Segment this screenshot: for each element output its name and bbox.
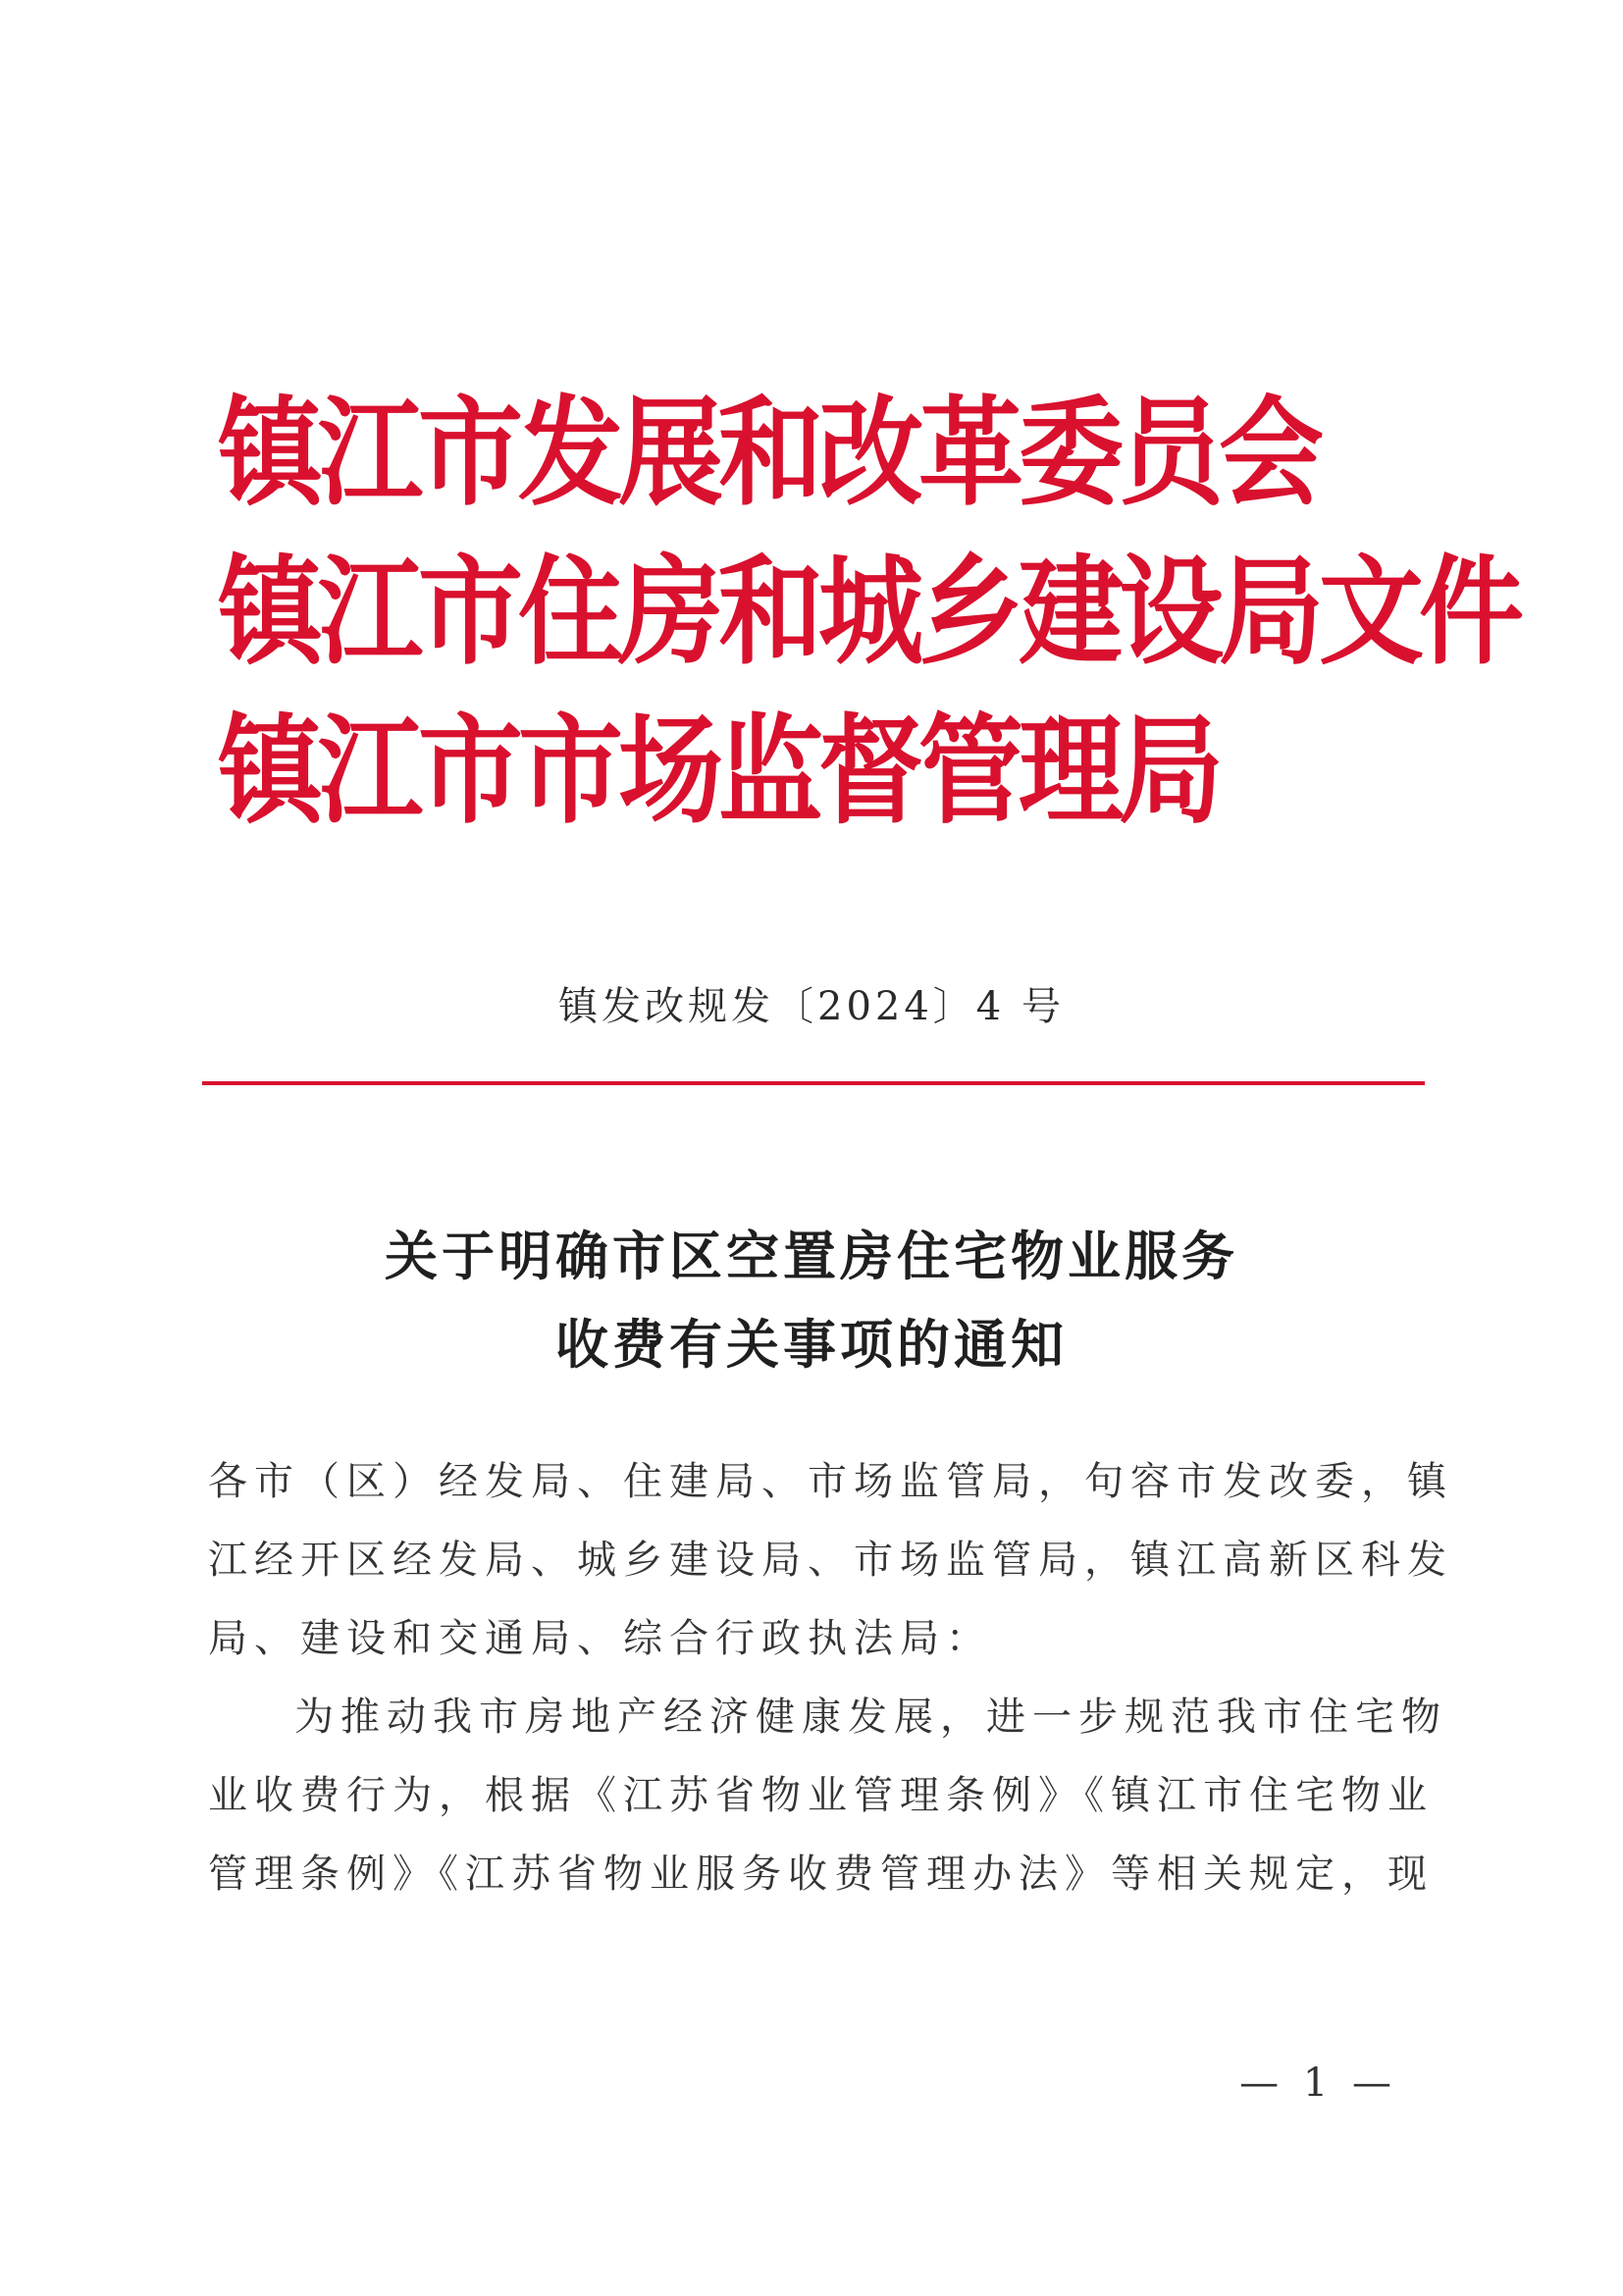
- paragraph-line-3: 管理条例》《江苏省物业服务收费管理办法》等相关规定，现: [208, 1852, 1434, 1897]
- document-title: [0, 1212, 1623, 1388]
- recipients-line-3: 局、建设和交通局、综合行政执法局：: [208, 1616, 992, 1661]
- paragraph-line-2: 业收费行为，根据《江苏省物业管理条例》《镇江市住宅物业: [208, 1773, 1434, 1818]
- title-line-1: 关于明确市区空置房住宅物业服务: [385, 1225, 1238, 1287]
- issuer-line-drc: 镇江市发展和改革委员会: [218, 386, 1320, 523]
- issuer-line-market: 镇江市市场监督管理局: [218, 704, 1220, 841]
- document-number: 镇发改规发〔2024〕4 号: [558, 984, 1065, 1029]
- red-divider-line: [202, 1081, 1425, 1085]
- issuer-line-housing: 镇江市住房和城乡建设局文件: [218, 545, 1520, 682]
- paragraph-line-1: 为推动我市房地产经济健康发展，进一步规范我市住宅物: [294, 1695, 1447, 1740]
- issuer-header: [218, 365, 1520, 842]
- recipients-line-2: 江经开区经发局、城乡建设局、市场监管局，镇江高新区科发: [208, 1538, 1453, 1583]
- document-body: [208, 1442, 1453, 1913]
- page-number: — 1 —: [1239, 2061, 1397, 2106]
- recipients-line-1: 各市（区）经发局、住建局、市场监管局，句容市发改委，镇: [208, 1459, 1453, 1504]
- title-line-2: 收费有关事项的通知: [555, 1313, 1068, 1376]
